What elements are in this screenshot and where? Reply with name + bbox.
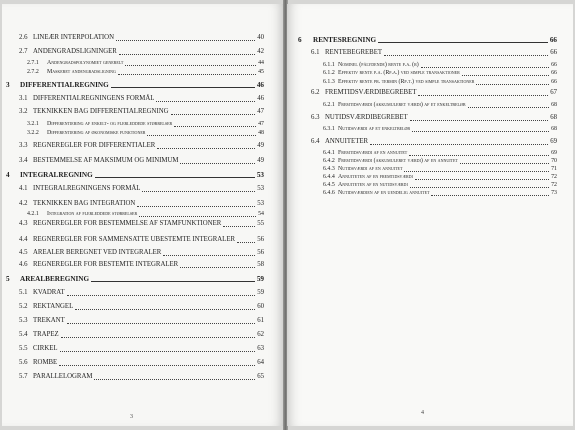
toc-entry [19,107,264,117]
toc-entry-title: Nutidsværdien af en uendelig annuitet [338,190,430,196]
toc-entry-title: ROMBE [33,359,58,366]
toc-entry [19,288,264,298]
toc-leader-dots [67,323,255,324]
toc-entry-title: DIFFERENTIALREGNINGENS FORMÅL [33,95,155,102]
toc-entry-title: Effektiv rente p.a. (Rp.a.) ved simple transaktioner [338,70,460,76]
toc-leader-dots [156,101,255,102]
toc-leader-dots [119,54,255,55]
toc-leader-dots [418,95,548,96]
toc-entry-page: 47 [257,108,264,115]
toc-leader-dots [147,135,256,136]
toc-entry-number: 4.6 [19,261,28,268]
toc-entry-number: 6.4.2 [323,158,335,164]
toc-entry-number: 4.2.1 [27,211,39,217]
toc-entry-number: 6.3.1 [323,126,335,132]
toc-leader-dots [125,65,256,66]
toc-leader-dots [163,255,255,256]
toc-entry-title: Fremtidsværdi af en annuitet [338,150,408,156]
toc-entry [19,372,264,382]
toc-entry-page: 67 [550,89,557,96]
toc-entry-number: 3.2 [19,108,28,115]
toc-entry-page: 69 [550,138,557,145]
toc-entry-page: 56 [257,236,264,243]
toc-entry-number: 6 [298,36,302,44]
toc-leader-dots [139,216,256,217]
toc-entry-page: 46 [256,81,264,89]
toc-entry-title: REGNEREGLER FOR BESTEMTE INTEGRALER [33,261,179,268]
toc-entry-number: 6.4.1 [323,150,335,156]
toc-entry-number: 3.2.1 [27,121,39,127]
toc-leader-dots [468,107,549,108]
toc-entry [311,48,557,58]
toc-entry-number: 4 [6,171,10,179]
toc-entry [27,209,264,219]
toc-entry [311,113,557,123]
toc-entry-page: 73 [551,190,557,196]
toc-entry-number: 5.5 [19,345,28,352]
toc-entry-number: 6.4.3 [323,166,335,172]
toc-entry [19,248,264,258]
toc-entry-title: RENTEBEGREBET [325,49,383,56]
toc-entry-title: REGNEREGLER FOR DIFFERENTIALER [33,142,156,149]
toc-leader-dots [59,365,255,366]
toc-entry-number: 6.3 [311,114,320,121]
toc-entry-page: 66 [551,62,557,68]
toc-entry-title: FREMTIDSVÆRDIBEGREBET [325,89,417,96]
toc-entry-number: 6.2.1 [323,102,335,108]
toc-entry-page: 62 [257,331,264,338]
toc-entry-page: 72 [551,174,557,180]
toc-entry-title: INTEGRALREGNING [20,171,93,179]
toc-entry-title: Differentiering af enkelt- og flerleddede størrelser [47,121,173,127]
toc-entry-number: 3.4 [19,157,28,164]
toc-entry-title: INTEGRALREGNINGENS FORMÅL [33,185,141,192]
toc-leader-dots [412,131,549,132]
toc-entry-number: 4.1 [19,185,28,192]
toc-leader-dots [180,163,255,164]
toc-leader-dots [476,84,549,85]
toc-entry-page: 60 [257,303,264,310]
toc-entry-page: 66 [551,79,557,85]
toc-entry [27,67,264,77]
toc-entry-title: ANNUITETER [325,138,369,145]
toc-entry-page: 68 [551,126,557,132]
toc-entry [19,33,264,43]
toc-entry-page: 66 [550,49,557,56]
toc-entry-number: 6.1.2 [323,70,335,76]
toc-chapter-entry [6,80,264,90]
toc-entry-page: 61 [257,317,264,324]
toc-entry-title: CIRKEL [33,345,58,352]
toc-leader-dots [174,126,256,127]
toc-entry-number: 3.2.2 [27,130,39,136]
toc-entry-page: 66 [551,70,557,76]
toc-entry [311,88,557,98]
toc-entry-title: RENTESREGNING [313,36,377,44]
toc-leader-dots [171,114,255,115]
toc-chapter-entry [298,35,557,45]
toc-entry-page: 72 [551,182,557,188]
toc-entry-page: 53 [257,185,264,192]
toc-entry-page: 59 [257,289,264,296]
toc-entry-page: 66 [549,36,557,44]
toc-leader-dots [378,42,548,43]
toc-entry-title: REKTANGEL [33,303,74,310]
toc-entry [19,156,264,166]
toc-leader-dots [462,75,549,76]
toc-entry [19,141,264,151]
toc-entry-title: REGNEREGLER FOR BESTEMMELSE AF STAMFUNKTIONER [33,220,222,227]
toc-leader-dots [180,267,255,268]
toc-leader-dots [95,177,255,178]
toc-entry [19,344,264,354]
toc-entry-page: 65 [257,373,264,380]
toc-entry [19,330,264,340]
toc-entry-page: 45 [258,69,264,75]
toc-entry-page: 40 [257,34,264,41]
left-page [2,4,284,426]
toc-entry-title: Fremtidsværdi (akkumuleret værdi) af et enkeltbeløb [338,102,466,108]
left-page-number: 3 [130,414,133,420]
toc-entry-page: 55 [257,220,264,227]
toc-entry-page: 49 [257,142,264,149]
toc-entry [19,199,264,209]
toc-entry-page: 68 [551,102,557,108]
toc-entry-number: 2.7.2 [27,69,39,75]
toc-entry-page: 68 [550,114,557,121]
toc-entry-title: Andengradspolynomiet generelt [47,60,124,66]
toc-entry-number: 5.6 [19,359,28,366]
toc-entry-title: AREALBEREGNING [20,275,90,283]
toc-entry [19,94,264,104]
toc-entry-title: Effektiv rente pr. termin (Rp.t.) ved simple transaktioner [338,79,475,85]
toc-entry-number: 5.7 [19,373,28,380]
toc-entry [27,128,264,138]
toc-entry-number: 4.4 [19,236,28,243]
toc-entry-number: 6.4.4 [323,174,335,180]
toc-entry-number: 2.7.1 [27,60,39,66]
toc-entry-page: 46 [257,95,264,102]
toc-entry-page: 70 [551,158,557,164]
toc-entry-page: 69 [551,150,557,156]
toc-entry-title: AREALER BEREGNET VED INTEGRALER [33,249,162,256]
toc-leader-dots [111,87,255,88]
toc-entry-title: NUTIDSVÆRDIBEGREBET [325,114,408,121]
toc-entry [19,260,264,270]
toc-entry [19,302,264,312]
toc-entry-number: 5.1 [19,289,28,296]
toc-entry-title: LINEÆR INTERPOLATION [33,34,114,41]
toc-leader-dots [137,206,255,207]
toc-entry-number: 6.4 [311,138,320,145]
toc-entry-page: 64 [257,359,264,366]
toc-entry-number: 6.2 [311,89,320,96]
toc-leader-dots [94,379,255,380]
toc-leader-dots [223,226,255,227]
toc-entry-page: 42 [257,48,264,55]
toc-leader-dots [118,74,256,75]
toc-leader-dots [75,309,255,310]
toc-entry-page: 54 [258,211,264,217]
toc-leader-dots [410,120,548,121]
toc-entry-number: 4.3 [19,220,28,227]
toc-entry-title: Annuiteten af en fremtidsværdi [338,174,413,180]
toc-entry-number: 3.1 [19,95,28,102]
toc-entry-title: Nutidsværdi af et enkeltbeløb [338,126,411,132]
toc-entry-title: TEKNIKKEN BAG DIFFERENTIALREGNING [33,108,169,115]
toc-entry-title: DIFFERENTIALREGNING [20,81,109,89]
right-page-number: 4 [421,410,424,416]
right-page [287,4,573,426]
toc-leader-dots [67,295,255,296]
toc-entry-number: 5.2 [19,303,28,310]
toc-entry-page: 56 [257,249,264,256]
toc-leader-dots [60,351,255,352]
toc-entry-title: Maskeret andengradsligning [47,69,116,75]
toc-entry [19,316,264,326]
toc-leader-dots [61,337,255,338]
toc-entry-title: BESTEMMELSE AF MAKSIMUM OG MINIMUM [33,157,179,164]
toc-entry-page: 58 [257,261,264,268]
toc-entry-title: Differentiering af økonomiske funktioner [47,130,146,136]
toc-entry-number: 5.3 [19,317,28,324]
toc-leader-dots [237,242,255,243]
toc-entry-number: 6.1.3 [323,79,335,85]
toc-entry [19,358,264,368]
toc-entry-number: 4.2 [19,200,28,207]
toc-entry-title: Annuiteten af en nutidsværdi [338,182,408,188]
toc-chapter-entry [6,274,264,284]
toc-entry [323,77,557,87]
toc-entry [323,188,557,198]
toc-entry-title: Nominel (pålydende) rente p.a. (r) [338,62,419,68]
toc-leader-dots [116,40,255,41]
toc-entry-number: 6.1.1 [323,62,335,68]
toc-entry-number: 2.7 [19,48,28,55]
toc-entry-number: 4.5 [19,249,28,256]
toc-entry [19,219,264,229]
toc-entry-page: 53 [257,200,264,207]
toc-leader-dots [157,148,255,149]
toc-entry-number: 6.4.5 [323,182,335,188]
toc-entry-number: 5 [6,275,10,283]
toc-entry-number: 5.4 [19,331,28,338]
toc-entry-page: 59 [256,275,264,283]
toc-entry-title: TREKANT [33,317,65,324]
toc-leader-dots [431,195,549,196]
toc-entry-number: 2.6 [19,34,28,41]
toc-entry-page: 49 [257,157,264,164]
toc-entry [323,124,557,134]
toc-entry-title: PARALLELOGRAM [33,373,93,380]
toc-entry-number: 3.3 [19,142,28,149]
toc-entry-page: 63 [257,345,264,352]
toc-entry-page: 71 [551,166,557,172]
toc-entry [19,184,264,194]
toc-leader-dots [370,144,548,145]
toc-entry-page: 48 [258,130,264,136]
toc-leader-dots [91,281,255,282]
toc-entry-title: TEKNIKKEN BAG INTEGRATION [33,200,136,207]
toc-entry [19,47,264,57]
toc-chapter-entry [6,170,264,180]
toc-entry-number: 3 [6,81,10,89]
toc-entry [311,137,557,147]
toc-leader-dots [384,55,548,56]
toc-entry-title: KVADRAT [33,289,65,296]
toc-entry-title: Integration af flerleddede størrelser [47,211,138,217]
toc-entry-number: 6.1 [311,49,320,56]
toc-leader-dots [142,191,255,192]
toc-entry-title: Fremtidsværdi (akkumuleret værdi) af en annuitet [338,158,458,164]
toc-entry-title: Nutidsværdi af en annuitet [338,166,403,172]
toc-entry-page: 53 [256,171,264,179]
toc-entry-title: REGNEREGLER FOR SAMMENSATTE UBESTEMTE INTEGRALER [33,236,236,243]
toc-entry-title: ANDENGRADSLIGNINGER [33,48,117,55]
toc-entry [323,100,557,110]
toc-entry-number: 6.4.6 [323,190,335,196]
toc-entry-page: 47 [258,121,264,127]
toc-entry-page: 44 [258,60,264,66]
toc-entry-title: TRAPEZ [33,331,59,338]
toc-entry [19,235,264,245]
